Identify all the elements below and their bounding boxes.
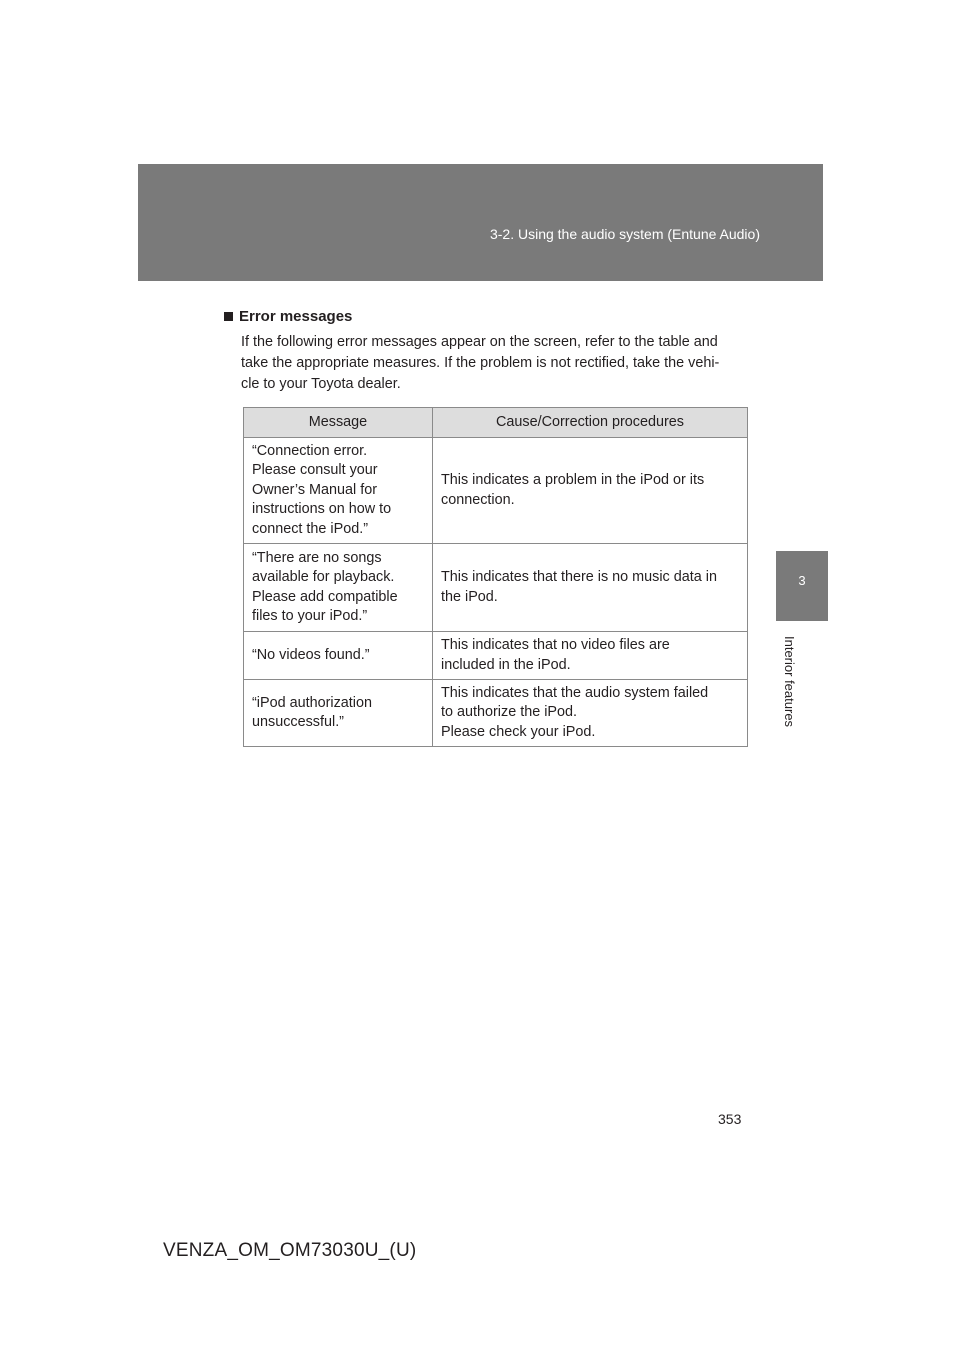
cause-line: the iPod.	[441, 588, 498, 605]
intro-line: cle to your Toyota dealer.	[241, 376, 401, 392]
cause-line: This indicates that there is no music data in	[441, 569, 717, 585]
message-line: connect the iPod.”	[252, 520, 368, 537]
square-bullet-icon	[224, 312, 233, 321]
cause-line: This indicates a problem in the iPod or its	[441, 472, 705, 488]
error-messages-table	[243, 407, 748, 747]
header-band	[138, 164, 823, 281]
chapter-label: Interior features	[782, 636, 797, 728]
message-cell	[244, 680, 433, 747]
message-cell	[244, 544, 433, 632]
intro-line: If the following error messages appear on the screen, refer to the table and	[241, 334, 718, 350]
table-row	[244, 680, 748, 747]
cause-cell	[433, 632, 748, 680]
cause-line: to authorize the iPod.	[441, 704, 578, 721]
cause-cell	[433, 544, 748, 632]
intro-line: take the appropriate measures. If the problem is not rectified, take the vehi-	[241, 355, 720, 371]
message-line: Owner’s Manual for	[252, 481, 378, 498]
cause-line: connection.	[441, 491, 515, 508]
message-line: “No videos found.”	[252, 646, 370, 663]
chapter-tab	[776, 551, 828, 621]
table-header-row	[244, 408, 748, 438]
message-cell	[244, 632, 433, 680]
message-line: unsuccessful.”	[252, 714, 344, 730]
cause-line: included in the iPod.	[441, 656, 571, 673]
table-row	[244, 438, 748, 544]
message-cell	[244, 438, 433, 544]
table-row	[244, 632, 748, 680]
cause-cell	[433, 438, 748, 544]
message-line: Please consult your	[252, 462, 378, 479]
table-row	[244, 544, 748, 632]
message-line: instructions on how to	[252, 501, 392, 518]
chapter-number: 3	[798, 573, 806, 588]
message-line: files to your iPod.”	[252, 608, 368, 624]
intro-paragraph	[241, 332, 753, 395]
message-line: Please add compatible	[252, 588, 398, 605]
page-number: 353	[718, 1111, 742, 1127]
cause-line: This indicates that no video files are	[441, 637, 670, 653]
section-heading	[224, 308, 352, 325]
document-code: VENZA_OM_OM73030U_(U)	[163, 1240, 417, 1261]
message-line: available for playback.	[252, 569, 395, 585]
message-line: “Connection error.	[252, 442, 368, 459]
header-cause: Cause/Correction procedures	[433, 408, 748, 438]
cause-line: This indicates that the audio system failed	[441, 684, 709, 701]
cause-line: Please check your iPod.	[441, 723, 596, 740]
section-title: 3-2. Using the audio system (Entune Audio)	[489, 226, 760, 242]
cause-cell	[433, 680, 748, 747]
message-line: “There are no songs	[252, 549, 382, 566]
message-line: “iPod authorization	[252, 694, 372, 711]
header-message: Message	[244, 408, 433, 438]
section-heading-text: Error messages	[239, 308, 353, 325]
